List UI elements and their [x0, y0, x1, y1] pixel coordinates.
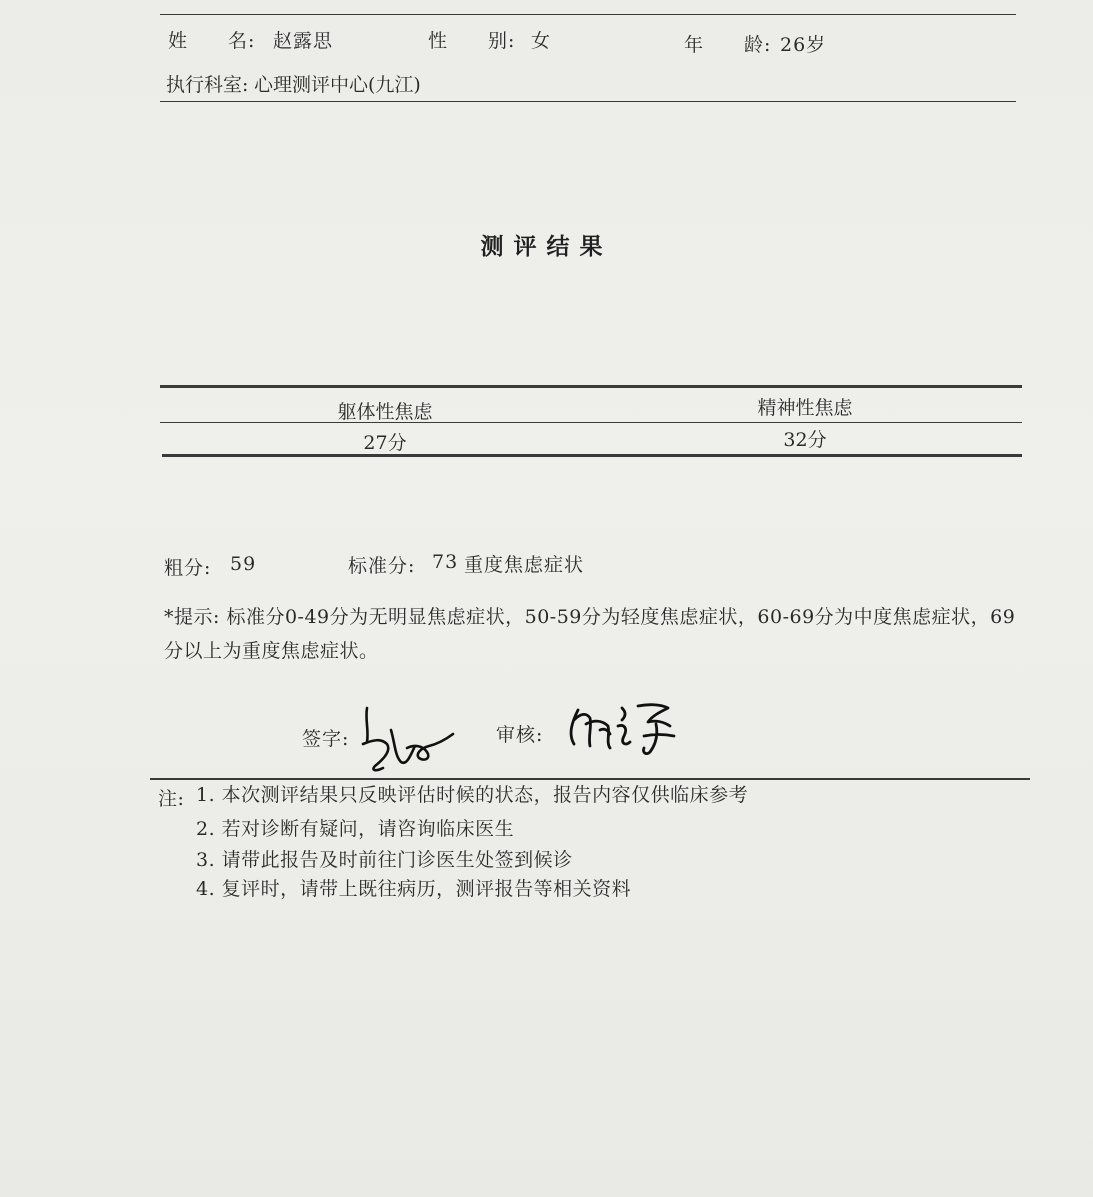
patient-gender: 女	[531, 30, 552, 52]
patient-age: 26岁	[780, 34, 827, 56]
table-value-somatic: 27分	[363, 432, 407, 454]
name-label: 姓 名:	[168, 30, 256, 52]
score-conclusion: 重度焦虑症状	[464, 554, 585, 576]
gender-label: 性 别:	[428, 30, 516, 52]
std-score-value: 73	[432, 551, 459, 573]
page-title: 测评结果	[480, 234, 613, 260]
signer-signature	[345, 700, 465, 790]
review-label: 审核:	[496, 724, 544, 746]
table-header-psychic: 精神性焦虑	[757, 397, 853, 419]
table-header-somatic: 躯体性焦虑	[337, 401, 433, 423]
age-label: 年 龄:	[684, 34, 772, 56]
raw-score-label: 粗分:	[164, 557, 212, 579]
reviewer-signature	[560, 690, 700, 770]
score-hint: *提示: 标准分0-49分为无明显焦虑症状，50-59分为轻度焦虑症状，60-69分为中度焦虑症状，69分以上为重度焦虑症状。	[164, 606, 1016, 662]
header-top-rule	[160, 14, 1016, 15]
table-value-psychic: 32分	[783, 429, 827, 451]
raw-score-value: 59	[230, 553, 257, 575]
notes-prefix: 注:	[158, 788, 185, 810]
note-item-2: 2. 若对诊断有疑问，请咨询临床医生	[196, 818, 515, 840]
sign-label: 签字:	[302, 728, 350, 750]
note-item-4: 4. 复评时，请带上既往病历，测评报告等相关资料	[196, 878, 632, 900]
header-bottom-rule	[160, 101, 1016, 102]
dept-label: 执行科室:	[166, 74, 249, 96]
note-item-3: 3. 请带此报告及时前往门诊医生处签到候诊	[196, 849, 573, 871]
note-item-1: 1. 本次测评结果只反映评估时候的状态，报告内容仅供临床参考	[196, 784, 749, 806]
dept-value: 心理测评中心(九江)	[254, 74, 421, 96]
table-top-rule	[160, 385, 1022, 388]
std-score-label: 标准分:	[348, 555, 416, 577]
patient-name: 赵露思	[273, 30, 334, 52]
